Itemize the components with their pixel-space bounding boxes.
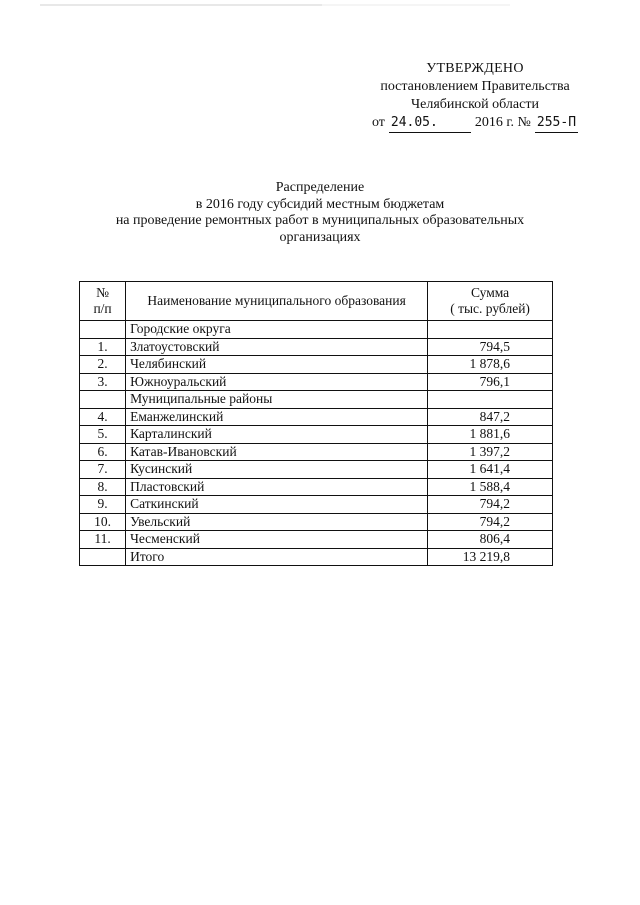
cell-num: 11.	[80, 531, 126, 549]
cell-sum	[428, 391, 553, 409]
table-row	[80, 356, 553, 374]
table-row	[80, 548, 553, 566]
cell-name: Карталинский	[126, 426, 428, 444]
approval-stamp	[360, 60, 590, 133]
approval-number: 255-П	[535, 114, 578, 133]
approval-line-1: постановлением Правительства	[380, 79, 570, 94]
cell-name: Еманжелинский	[126, 408, 428, 426]
approval-line-2: Челябинской области	[411, 97, 539, 112]
cell-num: 8.	[80, 478, 126, 496]
table-row	[80, 513, 553, 531]
cell-name: Южноуральский	[126, 373, 428, 391]
cell-name: Итого	[126, 548, 428, 566]
table-row	[80, 408, 553, 426]
cell-sum: 794,2	[428, 496, 553, 514]
table-row	[80, 443, 553, 461]
cell-name: Кусинский	[126, 461, 428, 479]
cell-sum: 794,2	[428, 513, 553, 531]
cell-sum: 847,2	[428, 408, 553, 426]
cell-num: 7.	[80, 461, 126, 479]
approval-year: 2016 г. №	[474, 115, 531, 130]
cell-sum: 1 881,6	[428, 426, 553, 444]
cell-sum: 806,4	[428, 531, 553, 549]
distribution-table	[79, 281, 553, 566]
table-row	[80, 321, 553, 339]
cell-name: Саткинский	[126, 496, 428, 514]
table-row	[80, 373, 553, 391]
cell-num	[80, 391, 126, 409]
cell-name: Пластовский	[126, 478, 428, 496]
cell-name: Златоустовский	[126, 338, 428, 356]
header-sum: Сумма ( тыс. рублей)	[428, 282, 553, 321]
table-row	[80, 426, 553, 444]
cell-sum: 13 219,8	[428, 548, 553, 566]
cell-num: 6.	[80, 443, 126, 461]
table-row	[80, 531, 553, 549]
table-row	[80, 391, 553, 409]
cell-num: 1.	[80, 338, 126, 356]
cell-name: Городские округа	[126, 321, 428, 339]
header-num: № п/п	[80, 282, 126, 321]
cell-sum	[428, 321, 553, 339]
cell-sum: 794,5	[428, 338, 553, 356]
approval-date: 24.05.	[389, 114, 471, 133]
table-row	[80, 338, 553, 356]
cell-num: 10.	[80, 513, 126, 531]
title-line-4: организациях	[279, 229, 361, 245]
header-name: Наименование муниципального образования	[126, 282, 428, 321]
table-row	[80, 478, 553, 496]
scan-header-artifact	[40, 4, 510, 6]
cell-name: Катав-Ивановский	[126, 443, 428, 461]
cell-num: 5.	[80, 426, 126, 444]
cell-sum: 1 397,2	[428, 443, 553, 461]
approval-head: УТВЕРЖДЕНО	[426, 61, 524, 76]
document-title	[80, 180, 560, 246]
approval-prefix: от	[371, 115, 385, 130]
cell-num	[80, 321, 126, 339]
cell-sum: 1 878,6	[428, 356, 553, 374]
table-row	[80, 496, 553, 514]
cell-name: Муниципальные районы	[126, 391, 428, 409]
cell-num: 4.	[80, 408, 126, 426]
cell-sum: 1 588,4	[428, 478, 553, 496]
title-line-3: на проведение ремонтных работ в муниципальных образовательных	[115, 213, 525, 228]
cell-sum: 796,1	[428, 373, 553, 391]
cell-num	[80, 548, 126, 566]
cell-num: 3.	[80, 373, 126, 391]
cell-name: Чесменский	[126, 531, 428, 549]
table-row	[80, 461, 553, 479]
title-line-2: в 2016 году субсидий местным бюджетам	[195, 196, 445, 212]
cell-num: 2.	[80, 356, 126, 374]
cell-sum: 1 641,4	[428, 461, 553, 479]
table-header-row	[80, 282, 553, 321]
cell-num: 9.	[80, 496, 126, 514]
approval-date-line	[360, 114, 590, 133]
cell-name: Челябинский	[126, 356, 428, 374]
title-line-1: Распределение	[275, 180, 365, 195]
cell-name: Увельский	[126, 513, 428, 531]
